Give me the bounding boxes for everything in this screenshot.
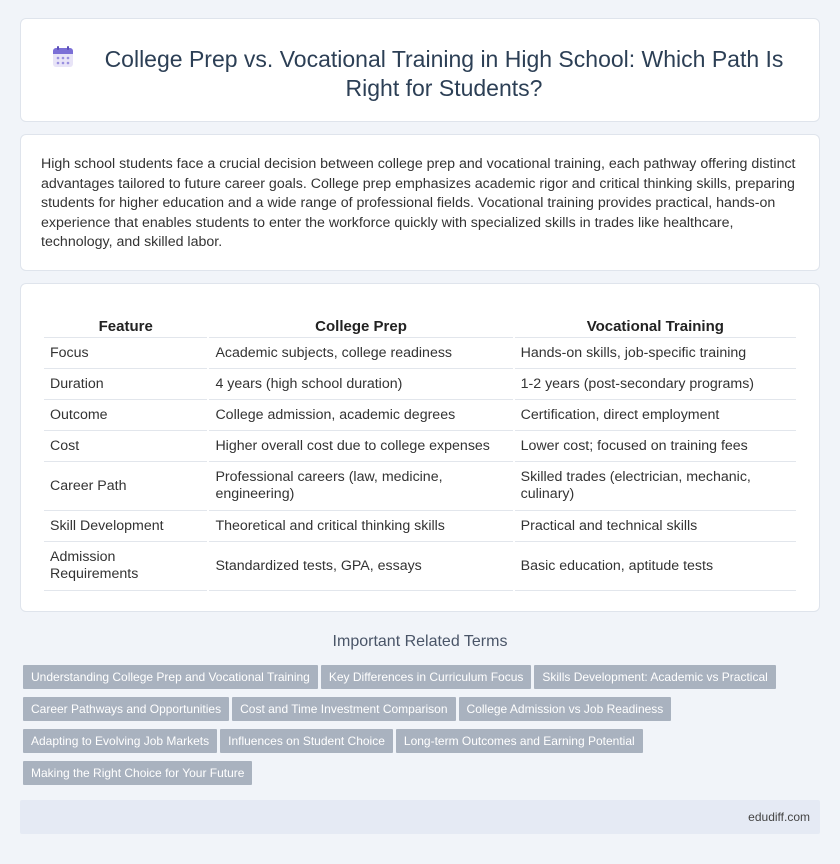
table-cell: Certification, direct employment <box>515 400 796 431</box>
table-cell: Academic subjects, college readiness <box>209 338 512 369</box>
table-row <box>44 338 796 369</box>
footer <box>20 800 820 834</box>
table-row <box>44 511 796 542</box>
table-cell: Practical and technical skills <box>515 511 796 542</box>
page-title: College Prep vs. Vocational Training in High School: Which Path Is Right for Students? <box>104 46 784 101</box>
table-header-cell: College Prep <box>209 316 512 338</box>
related-term-tag[interactable]: Understanding College Prep and Vocational Training <box>23 665 318 689</box>
related-term-tag[interactable]: Cost and Time Investment Comparison <box>232 697 455 721</box>
table-cell: Focus <box>44 338 207 369</box>
header-card <box>20 18 820 122</box>
table-cell: Theoretical and critical thinking skills <box>209 511 512 542</box>
table-row <box>44 369 796 400</box>
related-term-tag[interactable]: Making the Right Choice for Your Future <box>23 761 252 785</box>
table-header-row <box>44 316 796 338</box>
table-cell: Outcome <box>44 400 207 431</box>
table-cell: Cost <box>44 431 207 462</box>
table-cell: College admission, academic degrees <box>209 400 512 431</box>
table-cell: Standardized tests, GPA, essays <box>209 542 512 591</box>
table-row <box>44 400 796 431</box>
table-row <box>44 542 796 591</box>
table-cell: 4 years (high school duration) <box>209 369 512 400</box>
related-term-tag[interactable]: Long-term Outcomes and Earning Potential <box>396 729 643 753</box>
related-terms-title: Important Related Terms <box>332 633 508 650</box>
comparison-table-card <box>20 283 820 612</box>
table-cell: 1-2 years (post-secondary programs) <box>515 369 796 400</box>
related-term-tag[interactable]: Career Pathways and Opportunities <box>23 697 229 721</box>
table-cell: Lower cost; focused on training fees <box>515 431 796 462</box>
table-cell: Hands-on skills, job-specific training <box>515 338 796 369</box>
related-term-tag[interactable]: Key Differences in Curriculum Focus <box>321 665 532 689</box>
comparison-table <box>42 316 798 591</box>
related-term-tag[interactable]: Influences on Student Choice <box>220 729 393 753</box>
related-terms-list <box>23 665 813 793</box>
table-cell: Career Path <box>44 462 207 511</box>
table-cell: Skilled trades (electrician, mechanic, culinary) <box>515 462 796 511</box>
table-header-cell: Vocational Training <box>515 316 796 338</box>
table-cell: Basic education, aptitude tests <box>515 542 796 591</box>
table-row <box>44 462 796 511</box>
related-term-tag[interactable]: College Admission vs Job Readiness <box>459 697 672 721</box>
intro-paragraph: High school students face a crucial decision between college prep and vocational training, each pathway offering distinct advantages tailored to future career goals. College prep emphasizes academic rigor and critical thinking skills, preparing students for higher education and a wide range of professional fields. Vocational training provides practical, hands-on experience that enables students to enter the workforce quickly with specialized skills in trades like healthcare, technology, and skilled labor. <box>41 156 796 250</box>
footer-site-link[interactable]: edudiff.com <box>748 810 810 824</box>
table-cell: Duration <box>44 369 207 400</box>
related-term-tag[interactable]: Adapting to Evolving Job Markets <box>23 729 217 753</box>
table-cell: Higher overall cost due to college expenses <box>209 431 512 462</box>
intro-card <box>20 134 820 271</box>
table-row <box>44 431 796 462</box>
related-term-tag[interactable]: Skills Development: Academic vs Practical <box>534 665 775 689</box>
table-cell: Admission Requirements <box>44 542 207 591</box>
table-header-cell: Feature <box>44 316 207 338</box>
table-cell: Professional careers (law, medicine, engineering) <box>209 462 512 511</box>
table-cell: Skill Development <box>44 511 207 542</box>
